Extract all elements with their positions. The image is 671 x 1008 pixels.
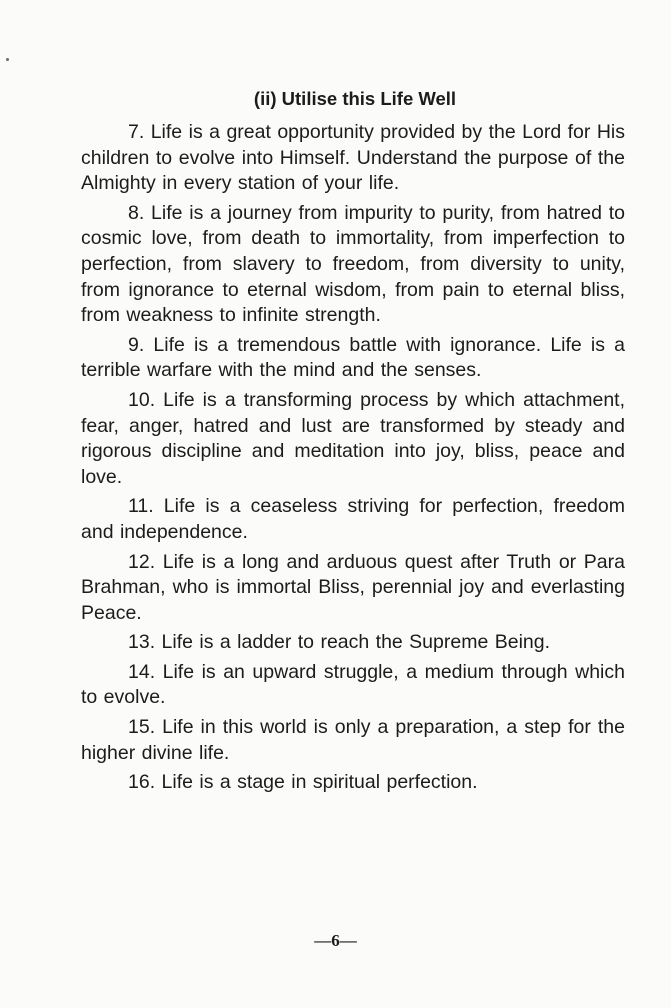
paragraph-7: 7. Life is a great opportunity provided by the Lord for His children to evolve into Himself. Understand the purpose of the Almighty in every station of your life. <box>81 121 625 195</box>
paragraph-8: 8. Life is a journey from impurity to purity, from hatred to cosmic love, from death to immortality, from imperfection to perfection, from slavery to freedom, from diversity to unity, from ignorance to eternal wisdom, from pain to eternal bliss, from weakness to infinite strength. <box>81 201 625 327</box>
paragraph-14: 14. Life is an upward struggle, a medium through which to evolve. <box>81 660 625 709</box>
paragraph-11: 11. Life is a ceaseless striving for perfection, freedom and independence. <box>81 495 625 543</box>
paragraph-13: 13. Life is a ladder to reach the Supreme Being. <box>128 631 551 654</box>
page-body <box>81 88 625 800</box>
paragraph-15: 15. Life in this world is only a preparation, a step for the higher divine life. <box>81 716 625 764</box>
paragraph-12: 12. Life is a long and arduous quest after Truth or Para Brahman, who is immortal Bliss, perennial joy and everlasting Peace. <box>81 550 625 624</box>
section-heading: (ii) Utilise this Life Well <box>253 88 457 109</box>
paragraph-10: 10. Life is a transforming process by which attachment, fear, anger, hatred and lust are transformed by steady and rigorous discipline and meditation into joy, bliss, peace and love. <box>81 388 625 488</box>
paragraph-16: 16. Life is a stage in spiritual perfection. <box>128 771 478 794</box>
paragraph-9: 9. Life is a tremendous battle with ignorance. Life is a terrible warfare with the mind and the senses. <box>81 333 625 382</box>
page-number: —6— <box>314 931 357 950</box>
paper-speck <box>6 58 9 61</box>
